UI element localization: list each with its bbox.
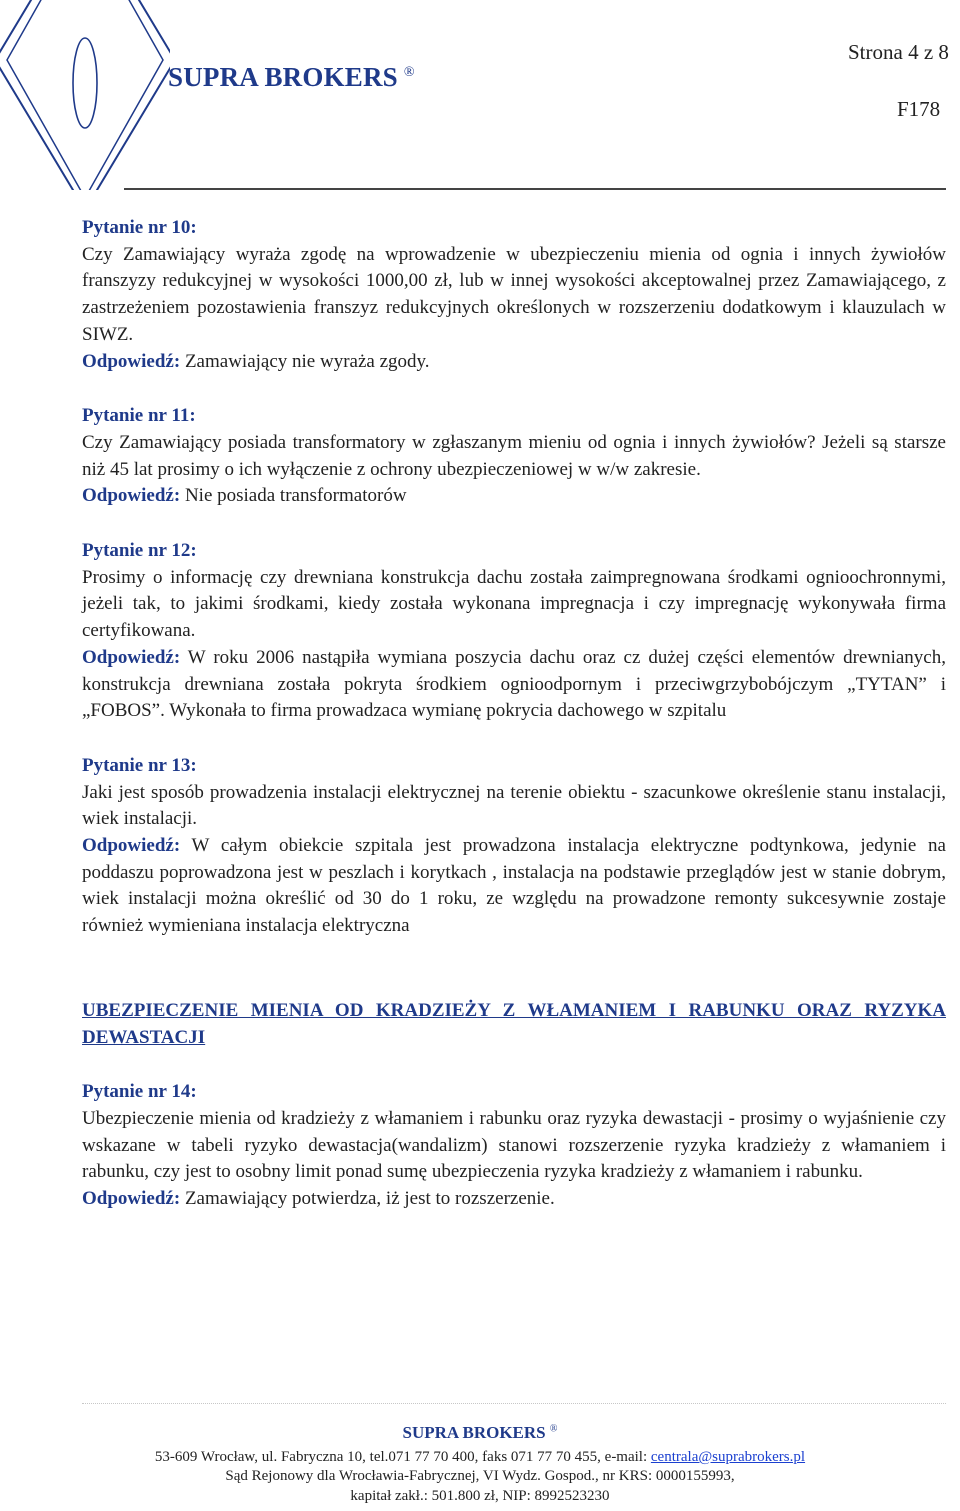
answer-text: Zamawiający potwierdza, iż jest to rozszerzenie. (184, 1188, 555, 1210)
header-divider (124, 188, 946, 190)
question-block (82, 215, 946, 375)
section-title: UBEZPIECZENIE MIENIA OD KRADZIEŻY Z WŁAMANIEM I RABUNKU ORAZ RYZYKA DEWASTACJI (82, 999, 946, 1048)
answer-paragraph (82, 1186, 946, 1213)
answer-label: Odpowiedź: (82, 485, 181, 507)
answer-paragraph (82, 833, 946, 940)
page-number: Strona 4 z 8 (848, 40, 949, 64)
question-heading: Pytanie nr 11: (82, 405, 196, 427)
question-block (82, 538, 946, 725)
question-block (82, 403, 946, 510)
brand-name (168, 62, 415, 93)
answer-text: W roku 2006 nastąpiła wymiana poszycia dachu oraz cz dużej części elementów drewnianych, konstrukcja drewniana została pokryta środkiem ognioodpornym i przeciwgrzybobójczym „TYTAN” i „FOBOS”. Wykonała to firma prowadzaca wymianę pokrycia dachowego w szpitalu (82, 646, 946, 722)
answer-paragraph (82, 349, 946, 376)
footer-capital-line: kapitał zakł.: 501.800 zł, NIP: 8992523230 (350, 1488, 610, 1504)
document-body (82, 215, 946, 1213)
answer-text: Zamawiający nie wyraża zgody. (184, 350, 430, 372)
footer-court-line: Sąd Rejonowy dla Wrocławia-Fabrycznej, VI Wydz. Gospod., nr KRS: 0000155993, (225, 1468, 735, 1484)
answer-paragraph (82, 483, 946, 510)
registered-mark: ® (403, 65, 415, 80)
footer-email-link[interactable]: centrala@suprabrokers.pl (650, 1449, 806, 1465)
document-code: F178 (897, 97, 941, 121)
question-block (82, 1079, 946, 1213)
footer-brand (0, 1423, 960, 1443)
footer-divider (82, 1403, 946, 1404)
answer-text: W całym obiekcie szpitala jest prowadzona instalacja elektryczne podtynkowa, jedynie na poddaszu poprowadzona jest w peszlach i korytkach , instalacja na podstawie przeglądów jest w stanie dobrym, wiek instalacji można określić od 30 do 1 roku, ze względu na prowadzone remonty sukcesywnie zostaje również wymieniana instalacja elektryczna (82, 835, 946, 937)
question-text: Ubezpieczenie mienia od kradzieży z włamaniem i rabunku oraz ryzyka dewastacji - prosimy o wyjaśnienie czy wskazane w tabeli ryzyko dewastacja(wandalizm) stanowi rozszerzenie ryzyka kradzieży z włamaniem i rabunku, czy jest to osobny limit ponad sumę ubezpieczenia ryzyka kradzieży z włamaniem i rabunku. (82, 1107, 946, 1183)
question-heading: Pytanie nr 14: (82, 1081, 197, 1103)
question-text: Czy Zamawiający wyraża zgodę na wprowadzenie w ubezpieczeniu mienia od ognia i innych żywiołów franszyzy redukcyjnej w wysokości 1000,00 zł, lub w innej wysokości akceptowalnej przez Zamawiającego, z zastrzeżeniem pozostawienia franszyz redukcyjnych określonych w rozszerzeniu dodatkowym i klauzulach w SIWZ. (82, 243, 946, 345)
question-block (82, 753, 946, 940)
footer-brand-text: SUPRA BROKERS (402, 1423, 546, 1442)
footer-address: 53-609 Wrocław, ul. Fabryczna 10, tel.071 77 70 400, faks 071 77 70 455, e-mail: (154, 1449, 651, 1465)
answer-paragraph (82, 645, 946, 725)
answer-label: Odpowiedź: (82, 1188, 181, 1210)
diamond-logo-icon (0, 0, 170, 190)
question-text: Czy Zamawiający posiada transformatory w zgłaszanym mieniu od ognia i innych żywiołów? Jeżeli są starsze niż 45 lat prosimy o ich wyłączenie z ochrony ubezpieczeniowej w w/w zakresie. (82, 431, 946, 480)
answer-text: Nie posiada transformatorów (184, 485, 407, 507)
answer-label: Odpowiedź: (82, 835, 181, 857)
question-text: Jaki jest sposób prowadzenia instalacji elektrycznej na terenie obiektu - szacunkowe określenie stanu instalacji, wiek instalacji. (82, 781, 946, 830)
question-heading: Pytanie nr 10: (82, 217, 197, 238)
answer-label: Odpowiedź: (82, 350, 181, 372)
question-heading: Pytanie nr 12: (82, 540, 197, 562)
question-text: Prosimy o informację czy drewniana konstrukcja dachu została zaimpregnowana środkami ognioochronnymi, jeżeli tak, to jakimi środkami, kiedy została wykonana impregnacja i czy impregnację wykonywała firma certyfikowana. (82, 566, 946, 642)
brand-text: SUPRA BROKERS (168, 62, 398, 92)
footer-address-line (0, 1449, 960, 1466)
footer-registered-mark: ® (549, 1423, 558, 1435)
answer-label: Odpowiedź: (82, 646, 181, 668)
question-heading: Pytanie nr 13: (82, 754, 197, 776)
